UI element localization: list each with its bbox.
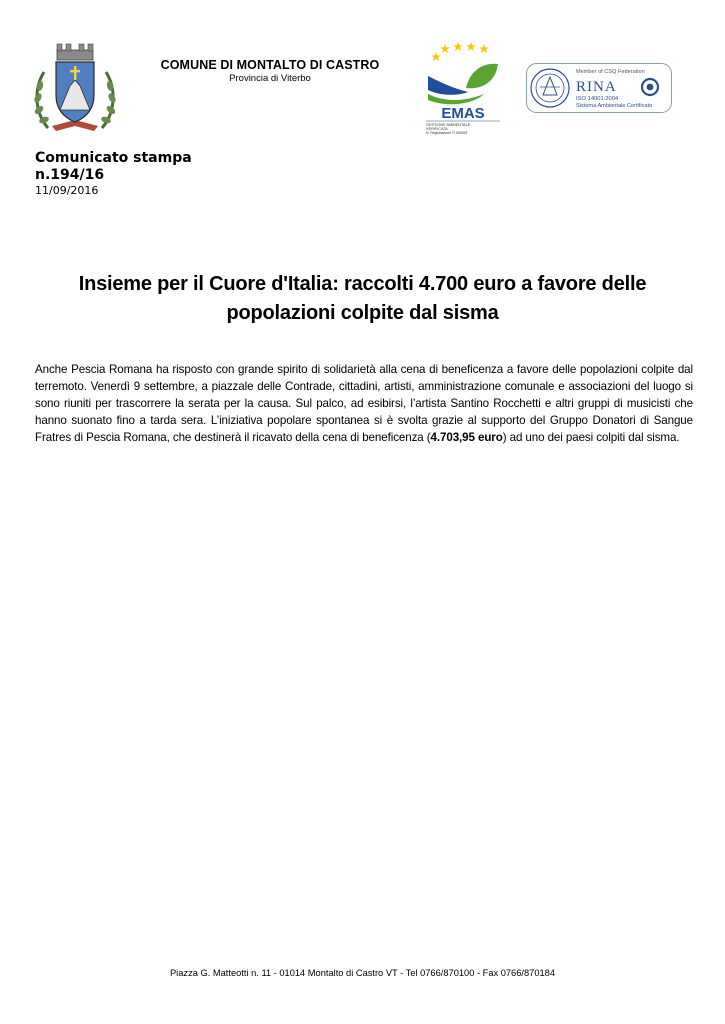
rina-member-text: Member of CSQ Federation (576, 69, 645, 75)
body-amount: 4.703,95 euro (430, 431, 503, 444)
press-release-number: n.194/16 (35, 167, 105, 183)
body-text-end: ) ad uno dei paesi colpiti dal sisma. (502, 431, 680, 444)
article-body (35, 361, 693, 446)
rina-iso-text: ISO 14001:2004 (576, 96, 619, 102)
province-subtitle: Provincia di Viterbo (229, 73, 311, 84)
emas-logo (418, 40, 508, 135)
emas-caption-3: N. Registrazione IT-000933 (426, 131, 468, 135)
article-headline (30, 270, 695, 328)
rina-caption-text: Sistema Ambientale Certificato (576, 103, 653, 109)
coat-of-arms-logo (30, 40, 120, 135)
press-release-label: Comunicato stampa (35, 150, 192, 166)
rina-wordmark: RINA (576, 79, 617, 95)
footer-address: Piazza G. Matteotti n. 11 - 01014 Montalto di Castro VT - Tel 0766/870100 - Fax 0766/870184 (169, 968, 556, 978)
headline-line-2: popolazioni colpite dal sisma (226, 302, 499, 324)
body-text-start: Anche Pescia Romana ha risposto con grande spirito di solidarietà alla cena di beneficenza a favore delle popolazioni colpite dal terremoto. Venerdì 9 settembre, a piazzale delle Contrade, cittadini, artisti, amministrazione comunale e associazioni del luogo si sono riuniti per trascorrere la serata per la causa. Sul palco, ad esibirsi, l’artista Santino Rocchetti e altri gruppi di musicisti che hanno suonato fino a tarda sera. L’iniziativa popolare spontanea si è svolta grazie al supporto del Gruppo Donatori di Sangue Fratres di Pescia Romana, che destinerà il ricavato della cena di beneficenza ( (35, 363, 693, 444)
emas-wordmark: EMAS (441, 105, 485, 122)
emas-caption-1: GESTIONE AMBIENTALE (426, 123, 471, 127)
press-release-date: 11/09/2016 (35, 184, 99, 197)
press-release-info (35, 150, 192, 197)
emas-caption-2: VERIFICATA (426, 127, 448, 131)
header-block (140, 58, 400, 84)
headline-line-1: Insieme per il Cuore d'Italia: raccolti 4.700 euro a favore delle (78, 273, 647, 295)
rina-certification-logo (526, 63, 672, 113)
municipality-title: COMUNE DI MONTALTO DI CASTRO (160, 58, 380, 72)
